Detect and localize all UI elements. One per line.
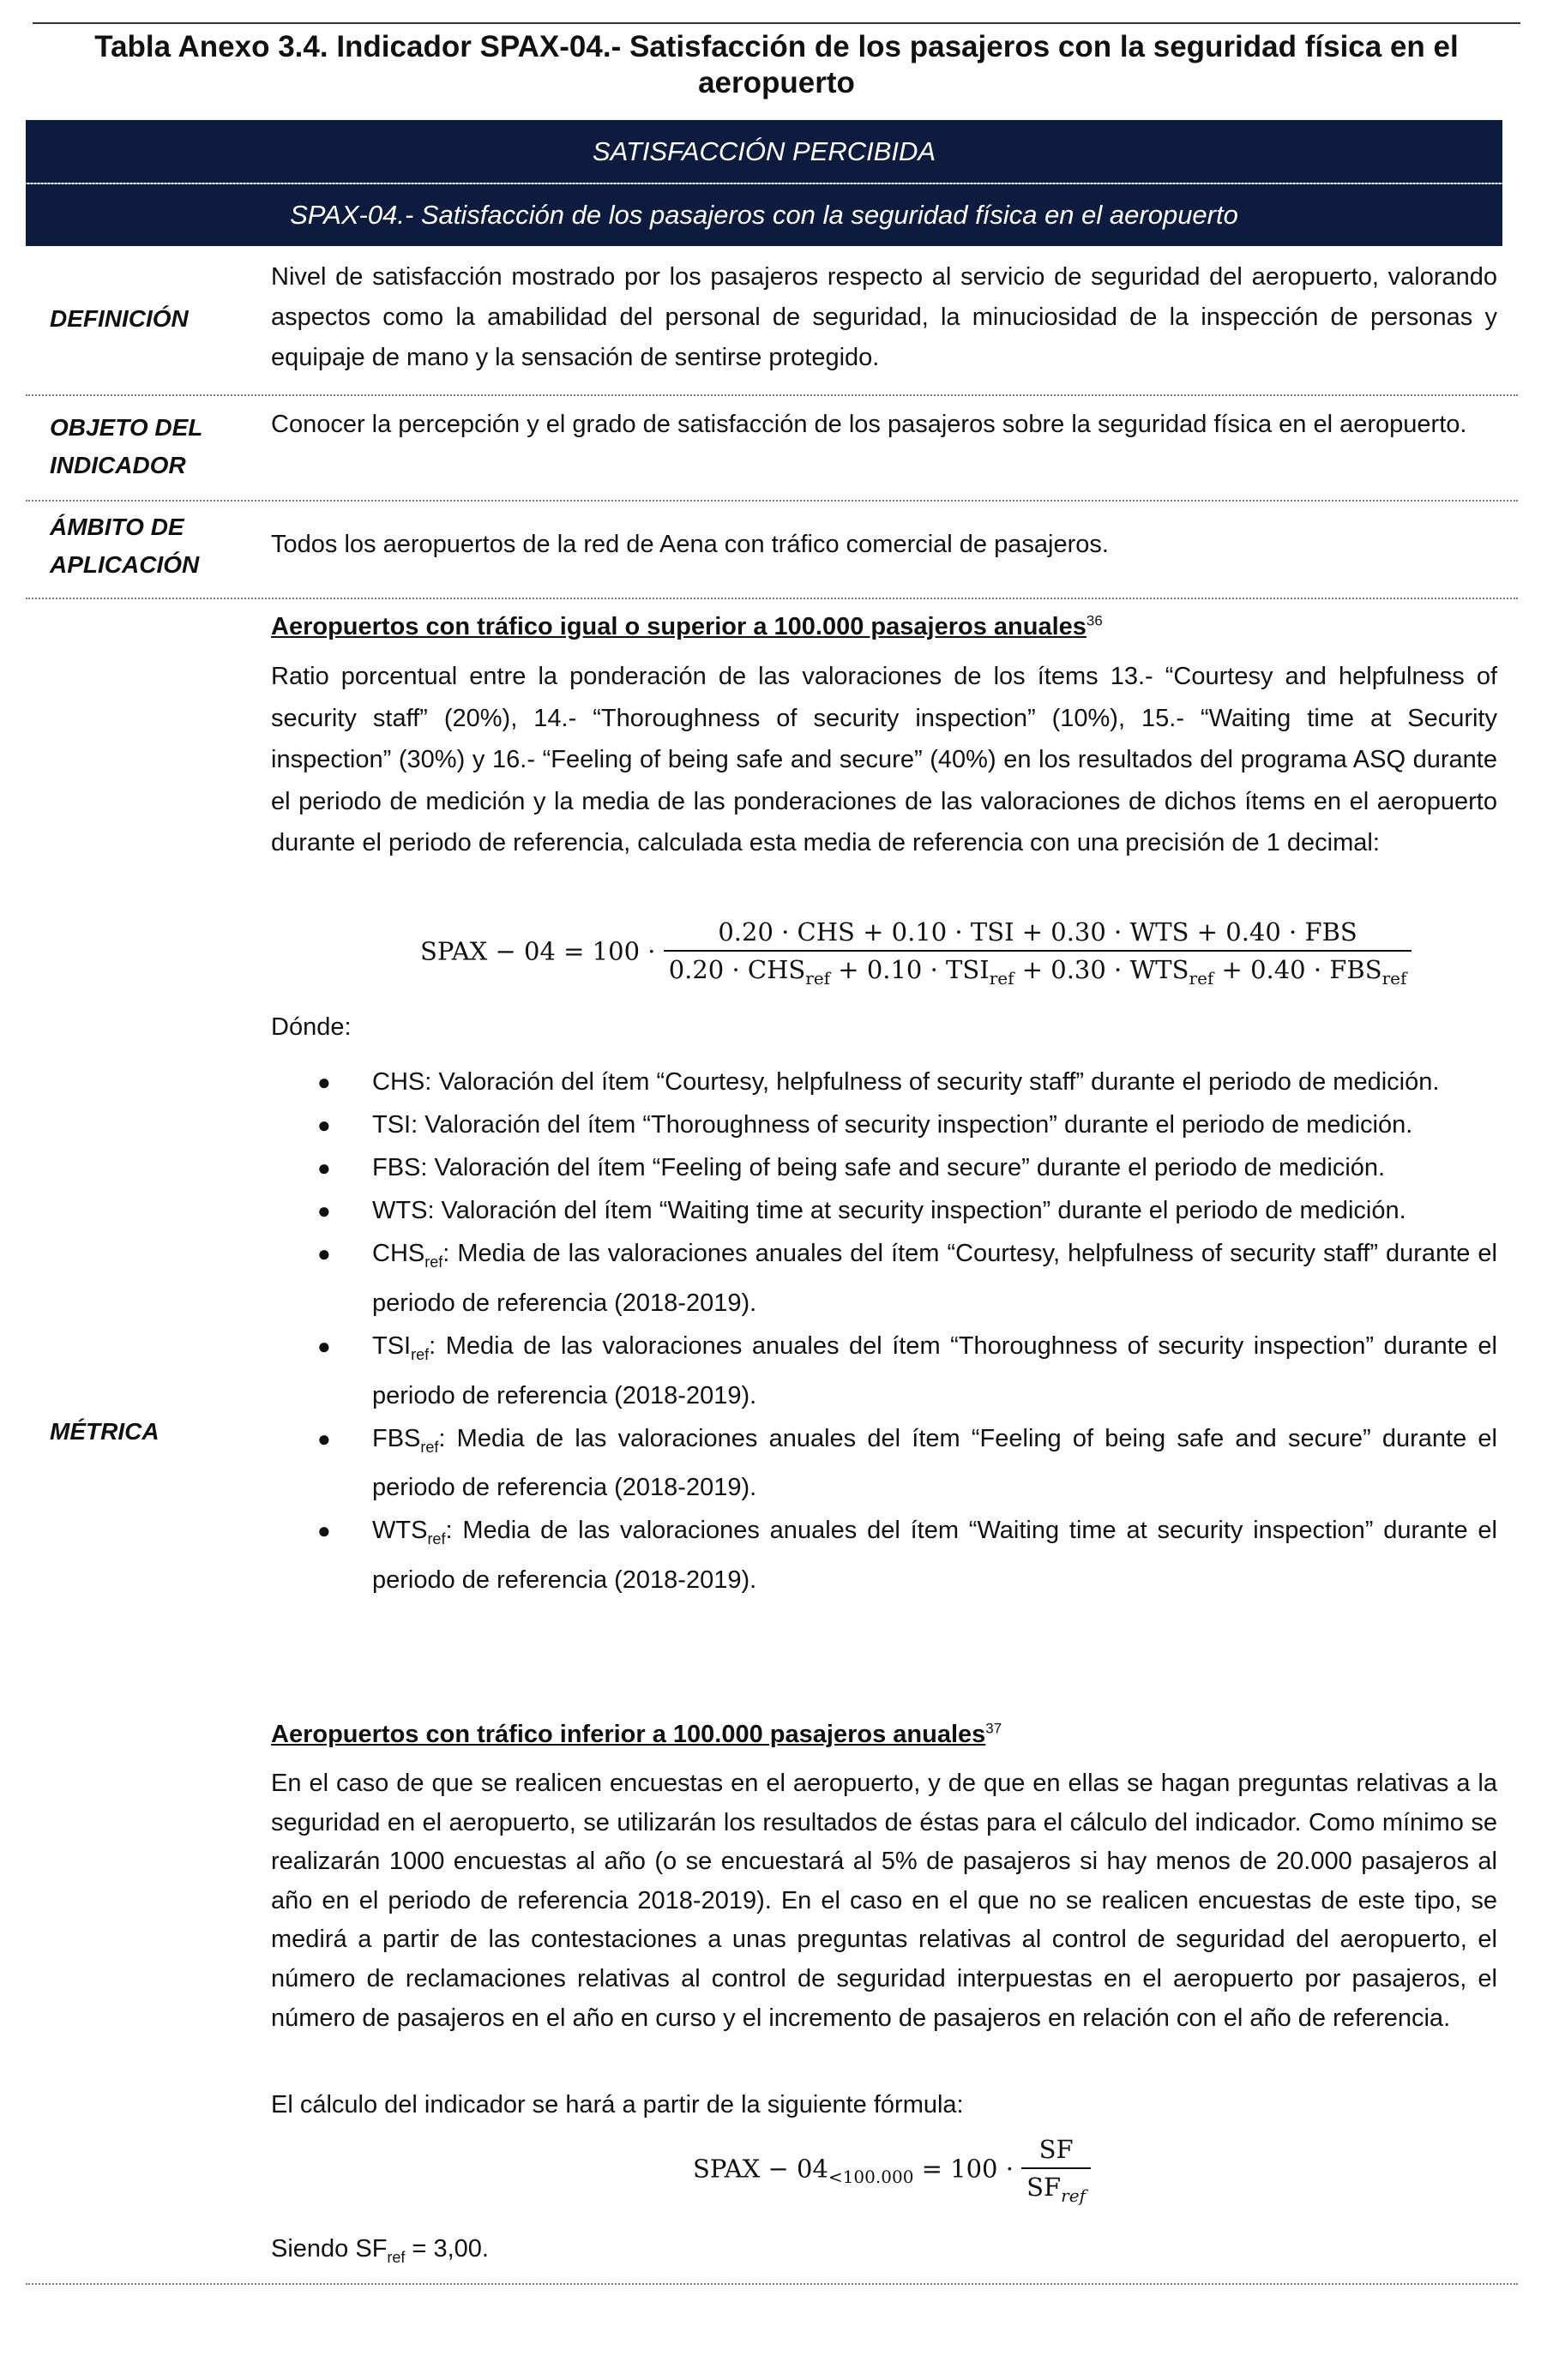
footnote-37: 37 [985,1720,1002,1737]
row-divider [26,500,1518,502]
formula1-fraction [664,917,1412,989]
section1-heading [271,607,1497,647]
list-item: ● $FBS_{ref}$: Media de las valoraciones anuales del ítem “Feeling of being safe and secure” durante el periodo de referencia (2018-2019). [317,1424,1497,1502]
table-bottom-rule [26,2283,1518,2285]
objeto-text: Conocer la percepción y el grado de satisfacción de los pasajeros sobre la seguridad física en el aeropuerto. [271,411,1467,438]
section2-heading [271,1715,1497,1755]
list-item: ● $TSI_{ref}$: Media de las valoraciones anuales del ítem “Thoroughness of security inspection” durante el periodo de referencia (2018-2019). [317,1331,1497,1409]
list-item: ● $WTS_{ref}$: Media de las valoraciones anuales del ítem “Waiting time at security inspection” durante el periodo de referencia (2018-2019). [317,1517,1497,1595]
section1-text: Ratio porcentual entre la ponderación de las valoraciones de los ítems 13.- “Courtesy and helpfulness of security staff” (20%), 14.- “Thoroughness of security inspection” (10%), 15.- “Waiting time at Security inspection” (30%) y 16.- “Feeling of being safe and secure” (40%) en los resultados del programa ASQ durante el periodo de medición y la media de las ponderaciones de las valoraciones de dichos ítems en el aeropuerto durante el periodo de referencia, calculada esta media de referencia con una precisión de 1 decimal: [271,663,1497,857]
siendo-sf-ref: Siendo $SF_{ref} = 3,00$. [271,2235,489,2266]
row-label-ambito: ÁMBITO DE APLICACIÓN [50,514,200,578]
row-label-definicion: DEFINICIÓN [50,305,189,332]
section-banner: SATISFACCIÓN PERCIBIDA [26,120,1502,183]
list-item: ● $CHS_{ref}$: Media de las valoraciones anuales del ítem “Courtesy, helpfulness of security staff” durante el periodo de referencia (2018-2019). [317,1240,1497,1317]
definitions-list [271,1061,1497,1602]
formula-spax04-small: SPAX − $04_{<100.000} = 100$ · $\frac{SF}{SF_{ref}}$ [693,2135,1091,2206]
section1-heading-text: Aeropuertos con tráfico igual o superior a 100.000 pasajeros anuales [271,613,1086,640]
formula1-lhs: SPAX − 04 = 100 · [420,936,656,966]
ambito-text: Todos los aeropuertos de la red de Aena con tráfico comercial de pasajeros. [271,531,1109,558]
definicion-text: Nivel de satisfacción mostrado por los pasajeros respecto al servicio de seguridad del aeropuerto, valorando aspectos como la amabilidad del personal de seguridad, la minuciosidad de la inspección de personas y equipaje de mano y la sensación de sentirse protegido. [271,263,1497,371]
row-label-objeto: OBJETO DEL INDICADOR [50,414,202,478]
section2-heading-text: Aeropuertos con tráfico inferior a 100.000 pasajeros anuales [271,1721,986,1748]
formula-spax04 [420,917,1412,989]
donde-label: Dónde: [271,1013,352,1041]
section2-formula-intro: El cálculo del indicador se hará a partir de la siguiente fórmula: [271,2091,964,2119]
list-item: ● WTS: Valoración del ítem “Waiting time at security inspection” durante el periodo de medición. [317,1197,1406,1224]
formula2-fraction: $\frac{SF}{SF_{ref}}$ [1021,2135,1091,2206]
list-item: ● TSI: Valoración del ítem “Thoroughness of security inspection” durante el periodo de medición. [317,1111,1413,1139]
row-label-metrica: MÉTRICA [50,1418,160,1445]
row-divider [26,394,1518,396]
footnote-36: 36 [1086,612,1103,629]
list-item: ● CHS: Valoración del ítem “Courtesy, helpfulness of security staff” durante el periodo de medición. [317,1068,1440,1096]
row-divider [26,598,1518,599]
indicator-banner: SPAX-04.- Satisfacción de los pasajeros con la seguridad física en el aeropuerto [26,184,1502,246]
table-title: Tabla Anexo 3.4. Indicador SPAX-04.- Satisfacción de los pasajeros con la seguridad física en el aeropuerto [94,30,1459,99]
formula1-numerator: 0.20 · CHS + 0.10 · TSI + 0.30 · WTS + 0.40 · FBS [664,917,1412,952]
top-rule [33,22,1520,24]
section2-text: En el caso de que se realicen encuestas en el aeropuerto, y de que en ellas se hagan preguntas relativas a la seguridad en el aeropuerto, se utilizarán los resultados de éstas para el cálculo del indicador. Como mínimo se realizarán 1000 encuestas al año (o se encuestará al 5% de pasajeros si hay menos de 20.000 pasajeros al año en el periodo de referencia 2018-2019). En el caso en el que no se realicen encuestas de este tipo, se medirá a partir de las contestaciones a unas preguntas relativas al control de seguridad del aeropuerto, el número de reclamaciones relativas al control de seguridad interpuestas en el aeropuerto por pasajeros, el número de pasajeros en el año en curso y el incremento de pasajeros en relación con el año de referencia. [271,1770,1497,2032]
list-item: ● FBS: Valoración del ítem “Feeling of being safe and secure” durante el periodo de medición. [317,1154,1386,1181]
formula1-denominator: $0.20 \cdot CHS_{ref} + 0.10 \cdot TSI_{ref} + 0.30 \cdot WTS_{ref} + 0.40 \cdot FBS_{ref}$ [668,955,1407,989]
